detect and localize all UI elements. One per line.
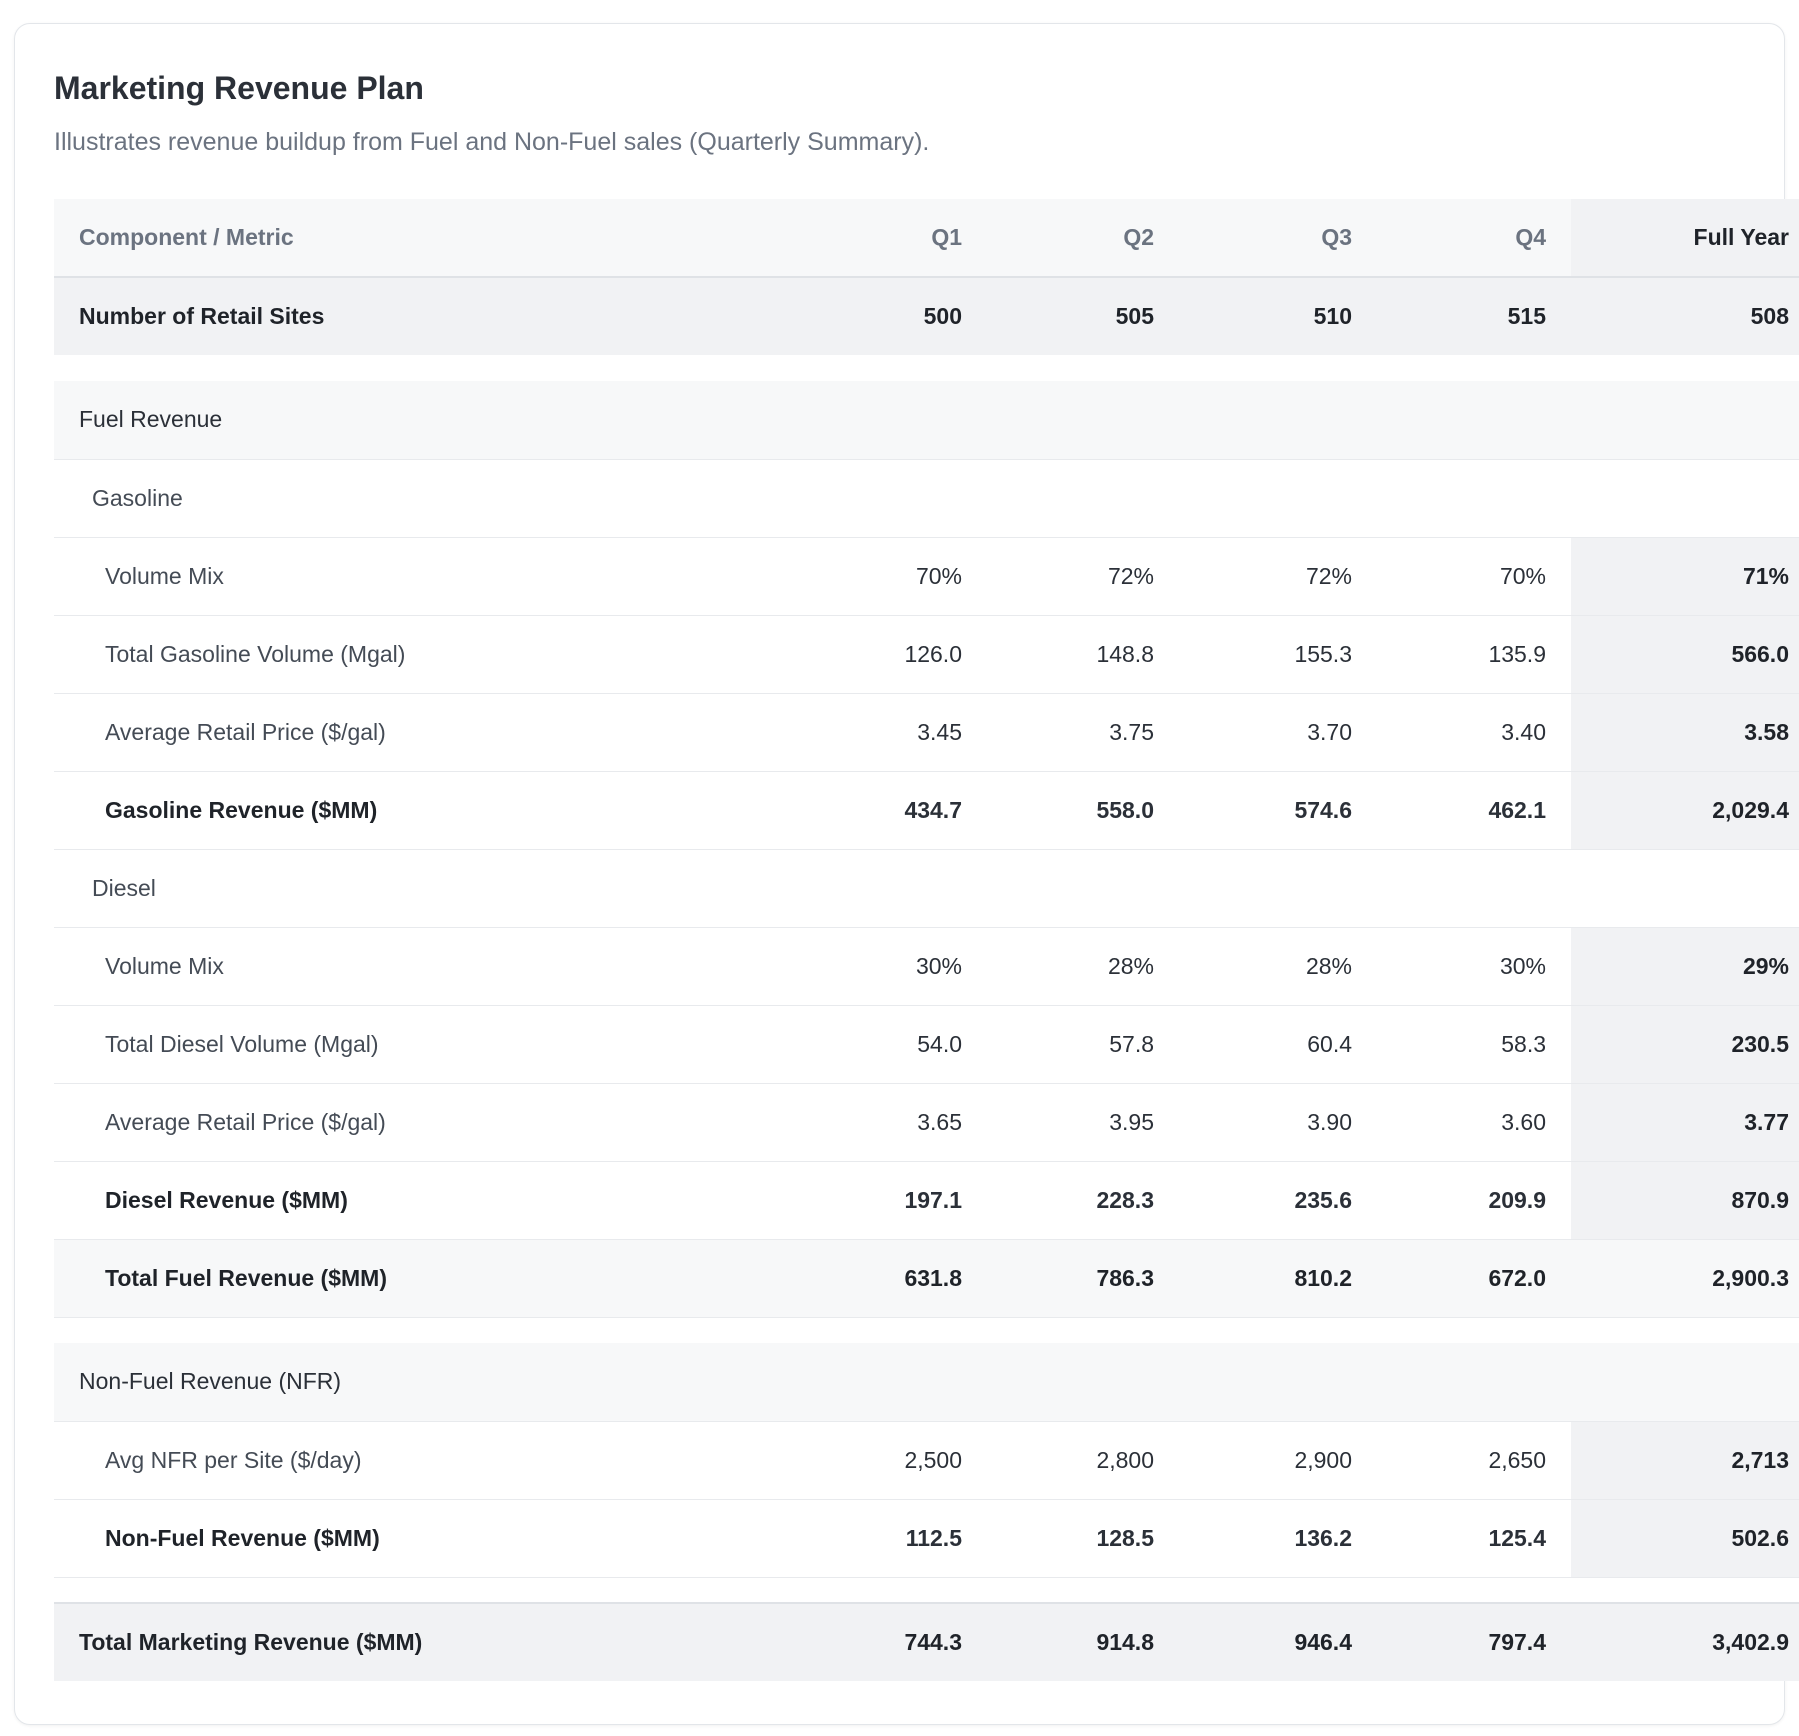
cell-q2: 57.8 [987, 1005, 1179, 1083]
cell-q1: 54.0 [795, 1005, 987, 1083]
cell-q4: 515 [1377, 277, 1571, 355]
cell-q1: 500 [795, 277, 987, 355]
cell-q2: 128.5 [987, 1499, 1179, 1577]
cell-q3: 3.70 [1179, 693, 1377, 771]
cell-q3: 3.90 [1179, 1083, 1377, 1161]
table-row-nfr-per-site [54, 1421, 1799, 1499]
cell-q4: 672.0 [1377, 1239, 1571, 1317]
cell-q3: 28% [1179, 927, 1377, 1005]
row-label: Total Gasoline Volume (Mgal) [54, 615, 795, 693]
page-subtitle: Illustrates revenue buildup from Fuel and Non-Fuel sales (Quarterly Summary). [54, 128, 930, 156]
page-title: Marketing Revenue Plan [54, 70, 424, 106]
cell-q1: 112.5 [795, 1499, 987, 1577]
column-header-q3: Q3 [1179, 199, 1377, 277]
column-header-q1: Q1 [795, 199, 987, 277]
table-row-total-fuel-revenue [54, 1239, 1799, 1317]
cell-q4: 2,650 [1377, 1421, 1571, 1499]
cell-q2: 914.8 [987, 1603, 1179, 1681]
cell-q1: 126.0 [795, 615, 987, 693]
cell-q1: 744.3 [795, 1603, 987, 1681]
cell-q4: 209.9 [1377, 1161, 1571, 1239]
cell-q3: 60.4 [1179, 1005, 1377, 1083]
cell-q4: 135.9 [1377, 615, 1571, 693]
cell-full-year: 2,029.4 [1571, 771, 1799, 849]
table-row-diesel-volume [54, 1005, 1799, 1083]
row-label: Gasoline Revenue ($MM) [54, 771, 795, 849]
table-row-gasoline-revenue [54, 771, 1799, 849]
cell-q1: 2,500 [795, 1421, 987, 1499]
table-row-gasoline-price [54, 693, 1799, 771]
row-label: Avg NFR per Site ($/day) [54, 1421, 795, 1499]
cell-full-year: 3.77 [1571, 1083, 1799, 1161]
row-label: Number of Retail Sites [54, 277, 795, 355]
row-label: Total Marketing Revenue ($MM) [54, 1603, 795, 1681]
cell-q3: 510 [1179, 277, 1377, 355]
cell-q2: 2,800 [987, 1421, 1179, 1499]
column-header-q2: Q2 [987, 199, 1179, 277]
cell-q1: 30% [795, 927, 987, 1005]
revenue-table [54, 199, 1799, 1681]
table-row-gasoline-volume-mix [54, 537, 1799, 615]
subsection-label: Diesel [54, 849, 1799, 927]
cell-q2: 3.75 [987, 693, 1179, 771]
cell-q4: 30% [1377, 927, 1571, 1005]
table-row-retail-sites [54, 277, 1799, 355]
cell-full-year: 230.5 [1571, 1005, 1799, 1083]
cell-q1: 70% [795, 537, 987, 615]
column-header-full-year: Full Year [1571, 199, 1799, 277]
cell-full-year: 502.6 [1571, 1499, 1799, 1577]
cell-q3: 235.6 [1179, 1161, 1377, 1239]
row-label: Volume Mix [54, 927, 795, 1005]
cell-q2: 786.3 [987, 1239, 1179, 1317]
row-label: Diesel Revenue ($MM) [54, 1161, 795, 1239]
row-label: Total Fuel Revenue ($MM) [54, 1239, 795, 1317]
cell-q2: 28% [987, 927, 1179, 1005]
cell-full-year: 29% [1571, 927, 1799, 1005]
row-label: Average Retail Price ($/gal) [54, 693, 795, 771]
cell-full-year: 870.9 [1571, 1161, 1799, 1239]
row-label: Non-Fuel Revenue ($MM) [54, 1499, 795, 1577]
cell-q1: 3.65 [795, 1083, 987, 1161]
cell-q1: 434.7 [795, 771, 987, 849]
cell-q2: 505 [987, 277, 1179, 355]
cell-full-year: 71% [1571, 537, 1799, 615]
cell-full-year: 3.58 [1571, 693, 1799, 771]
cell-q3: 155.3 [1179, 615, 1377, 693]
row-spacer [54, 1317, 1799, 1343]
cell-q4: 70% [1377, 537, 1571, 615]
cell-q2: 3.95 [987, 1083, 1179, 1161]
cell-q4: 3.60 [1377, 1083, 1571, 1161]
cell-q3: 136.2 [1179, 1499, 1377, 1577]
row-label: Volume Mix [54, 537, 795, 615]
column-header-metric: Component / Metric [54, 199, 795, 277]
table-row-nfr-revenue [54, 1499, 1799, 1577]
cell-q1: 197.1 [795, 1161, 987, 1239]
subsection-label: Gasoline [54, 459, 1799, 537]
section-header-nfr [54, 1343, 1799, 1421]
table-row-diesel-price [54, 1083, 1799, 1161]
cell-q3: 946.4 [1179, 1603, 1377, 1681]
table-header-row [54, 199, 1799, 277]
cell-q2: 228.3 [987, 1161, 1179, 1239]
row-spacer [54, 1577, 1799, 1603]
cell-q4: 797.4 [1377, 1603, 1571, 1681]
cell-full-year: 2,900.3 [1571, 1239, 1799, 1317]
subsection-gasoline [54, 459, 1799, 537]
cell-q2: 558.0 [987, 771, 1179, 849]
cell-q2: 72% [987, 537, 1179, 615]
column-header-q4: Q4 [1377, 199, 1571, 277]
cell-q3: 810.2 [1179, 1239, 1377, 1317]
cell-q3: 72% [1179, 537, 1377, 615]
row-label: Average Retail Price ($/gal) [54, 1083, 795, 1161]
subsection-diesel [54, 849, 1799, 927]
cell-full-year: 508 [1571, 277, 1799, 355]
table-row-total-marketing-revenue [54, 1603, 1799, 1681]
cell-full-year: 2,713 [1571, 1421, 1799, 1499]
section-header-fuel [54, 381, 1799, 459]
revenue-plan-card [14, 23, 1789, 1725]
cell-q4: 462.1 [1377, 771, 1571, 849]
table-row-diesel-volume-mix [54, 927, 1799, 1005]
cell-q4: 125.4 [1377, 1499, 1571, 1577]
table-row-diesel-revenue [54, 1161, 1799, 1239]
cell-q3: 2,900 [1179, 1421, 1377, 1499]
cell-full-year: 3,402.9 [1571, 1603, 1799, 1681]
cell-full-year: 566.0 [1571, 615, 1799, 693]
cell-q3: 574.6 [1179, 771, 1377, 849]
row-label: Total Diesel Volume (Mgal) [54, 1005, 795, 1083]
section-label: Fuel Revenue [54, 381, 1799, 459]
table-row-gasoline-volume [54, 615, 1799, 693]
cell-q4: 3.40 [1377, 693, 1571, 771]
cell-q1: 631.8 [795, 1239, 987, 1317]
cell-q1: 3.45 [795, 693, 987, 771]
cell-q2: 148.8 [987, 615, 1179, 693]
row-spacer [54, 355, 1799, 381]
section-label: Non-Fuel Revenue (NFR) [54, 1343, 1799, 1421]
cell-q4: 58.3 [1377, 1005, 1571, 1083]
